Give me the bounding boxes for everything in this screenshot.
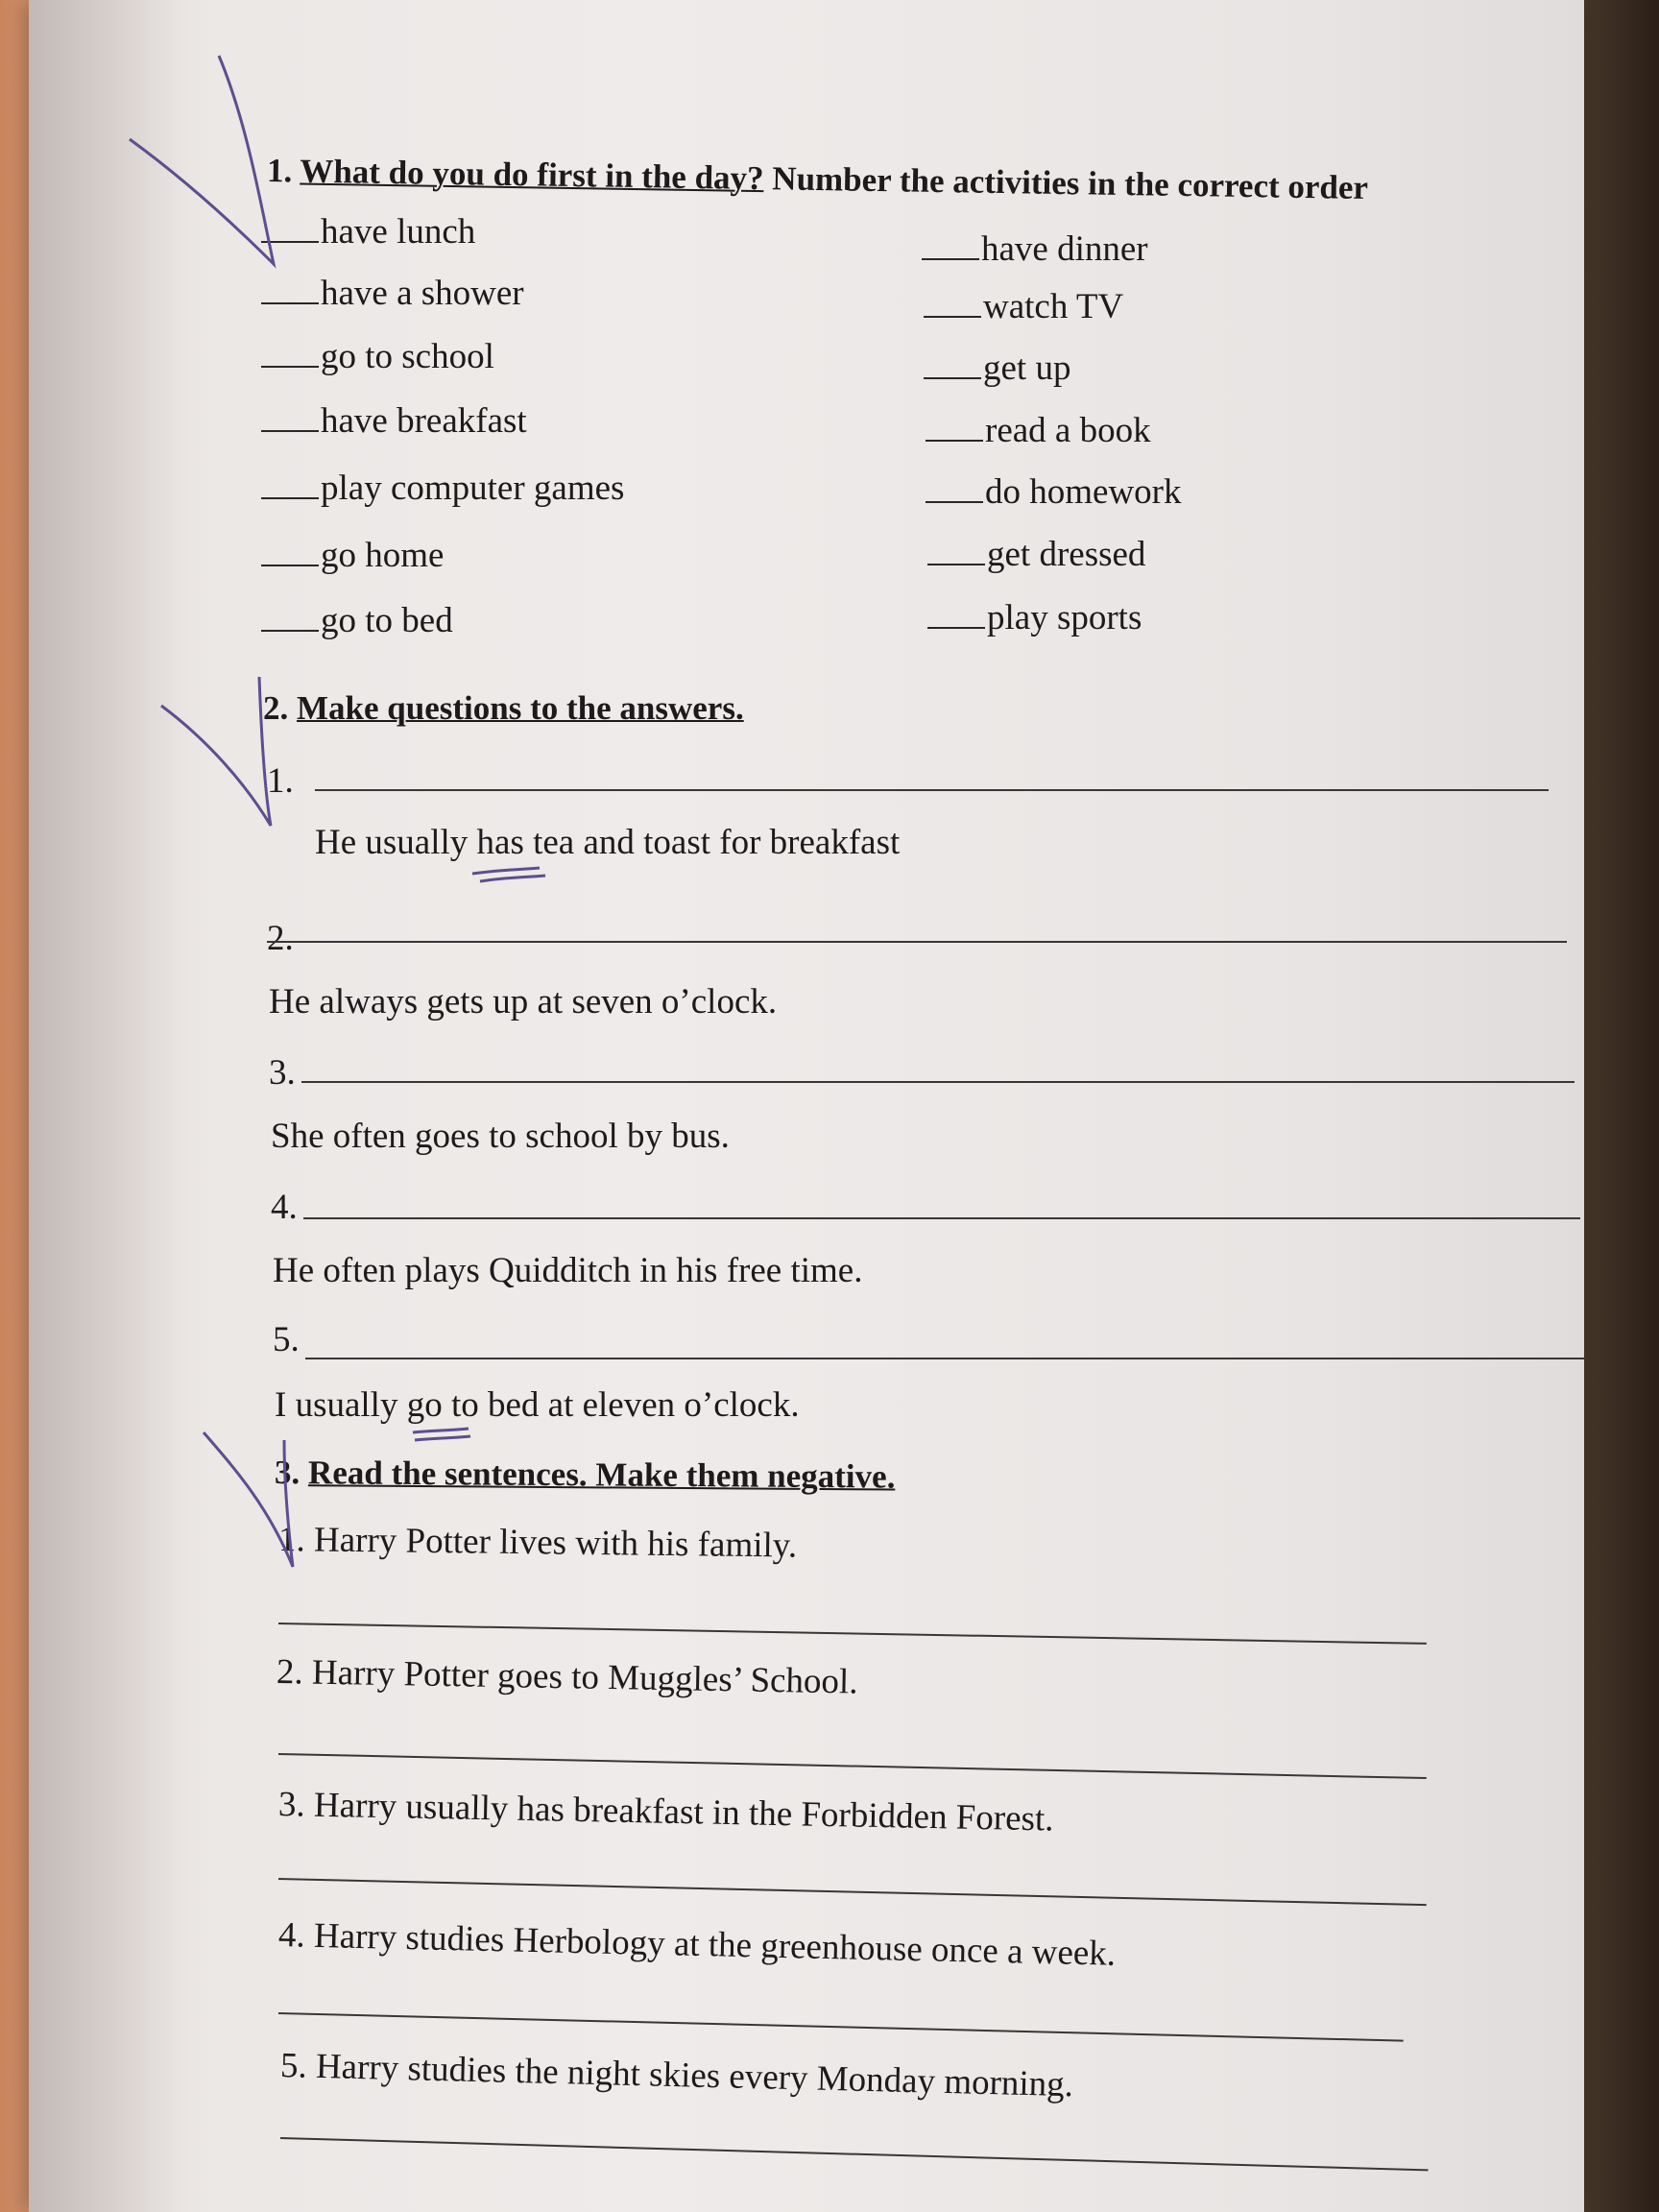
activity-label: get dressed	[987, 535, 1146, 574]
answer-text-5: I usually go to bed at eleven o’clock.	[275, 1385, 800, 1425]
activity-label: do homework	[985, 472, 1182, 512]
activity-label: play computer games	[321, 469, 625, 508]
activity-label: have breakfast	[321, 401, 527, 441]
activity-label: go to school	[321, 337, 494, 376]
negative-sentence-4: 4. Harry studies Herbology at the greenhouse once a week.	[277, 1915, 1117, 1974]
checkmark-icon	[204, 1432, 293, 1567]
section3-number: 3.	[274, 1454, 301, 1492]
activity-label: go home	[321, 536, 445, 575]
activity-label: play sports	[987, 598, 1142, 637]
negative-sentence-2: 2. Harry Potter goes to Muggles’ School.	[276, 1652, 858, 1702]
negative-sentence-3: 3. Harry usually has breakfast in the Forbidden Forest.	[277, 1785, 1054, 1839]
answer-text-2: He always gets up at seven o’clock.	[269, 982, 778, 1022]
activity-label: go to bed	[321, 601, 453, 640]
activity-label: watch TV	[983, 287, 1124, 326]
section2-number: 2.	[263, 689, 289, 727]
question-number-3: 3.	[269, 1053, 296, 1093]
question-number-5: 5.	[273, 1320, 300, 1359]
question-number-4: 4.	[271, 1188, 298, 1227]
activity-label: get up	[983, 349, 1071, 388]
underline-mark-icon	[413, 1429, 470, 1440]
section2-title: Make questions to the answers.	[297, 689, 744, 727]
checkmark-icon	[130, 56, 274, 264]
checkmark-icon	[161, 677, 271, 826]
activity-label: have dinner	[981, 229, 1148, 269]
answer-text-1: He usually has tea and toast for breakfast	[315, 823, 901, 862]
section1-number: 1.	[266, 152, 293, 190]
activity-label: have lunch	[321, 212, 476, 252]
section3-title: Read the sentences. Make them negative.	[307, 1454, 896, 1496]
negative-sentence-1: 1. Harry Potter lives with his family.	[277, 1520, 798, 1566]
negative-sentence-5: 5. Harry studies the night skies every Monday morning.	[279, 2046, 1074, 2105]
answer-text-4: He often plays Quidditch in his free time.	[273, 1251, 863, 1290]
question-number-1: 1.	[267, 761, 294, 801]
question-number-2: 2.	[267, 919, 294, 958]
activity-label: read a book	[985, 411, 1151, 450]
activity-label: have a shower	[321, 274, 524, 313]
section1-title-rest: Number the activities in the correct order	[772, 159, 1369, 207]
underline-mark-icon	[472, 868, 545, 881]
section1-title-underlined: What do you do first in the day?	[300, 152, 764, 198]
answer-text-3: She often goes to school by bus.	[271, 1117, 730, 1156]
